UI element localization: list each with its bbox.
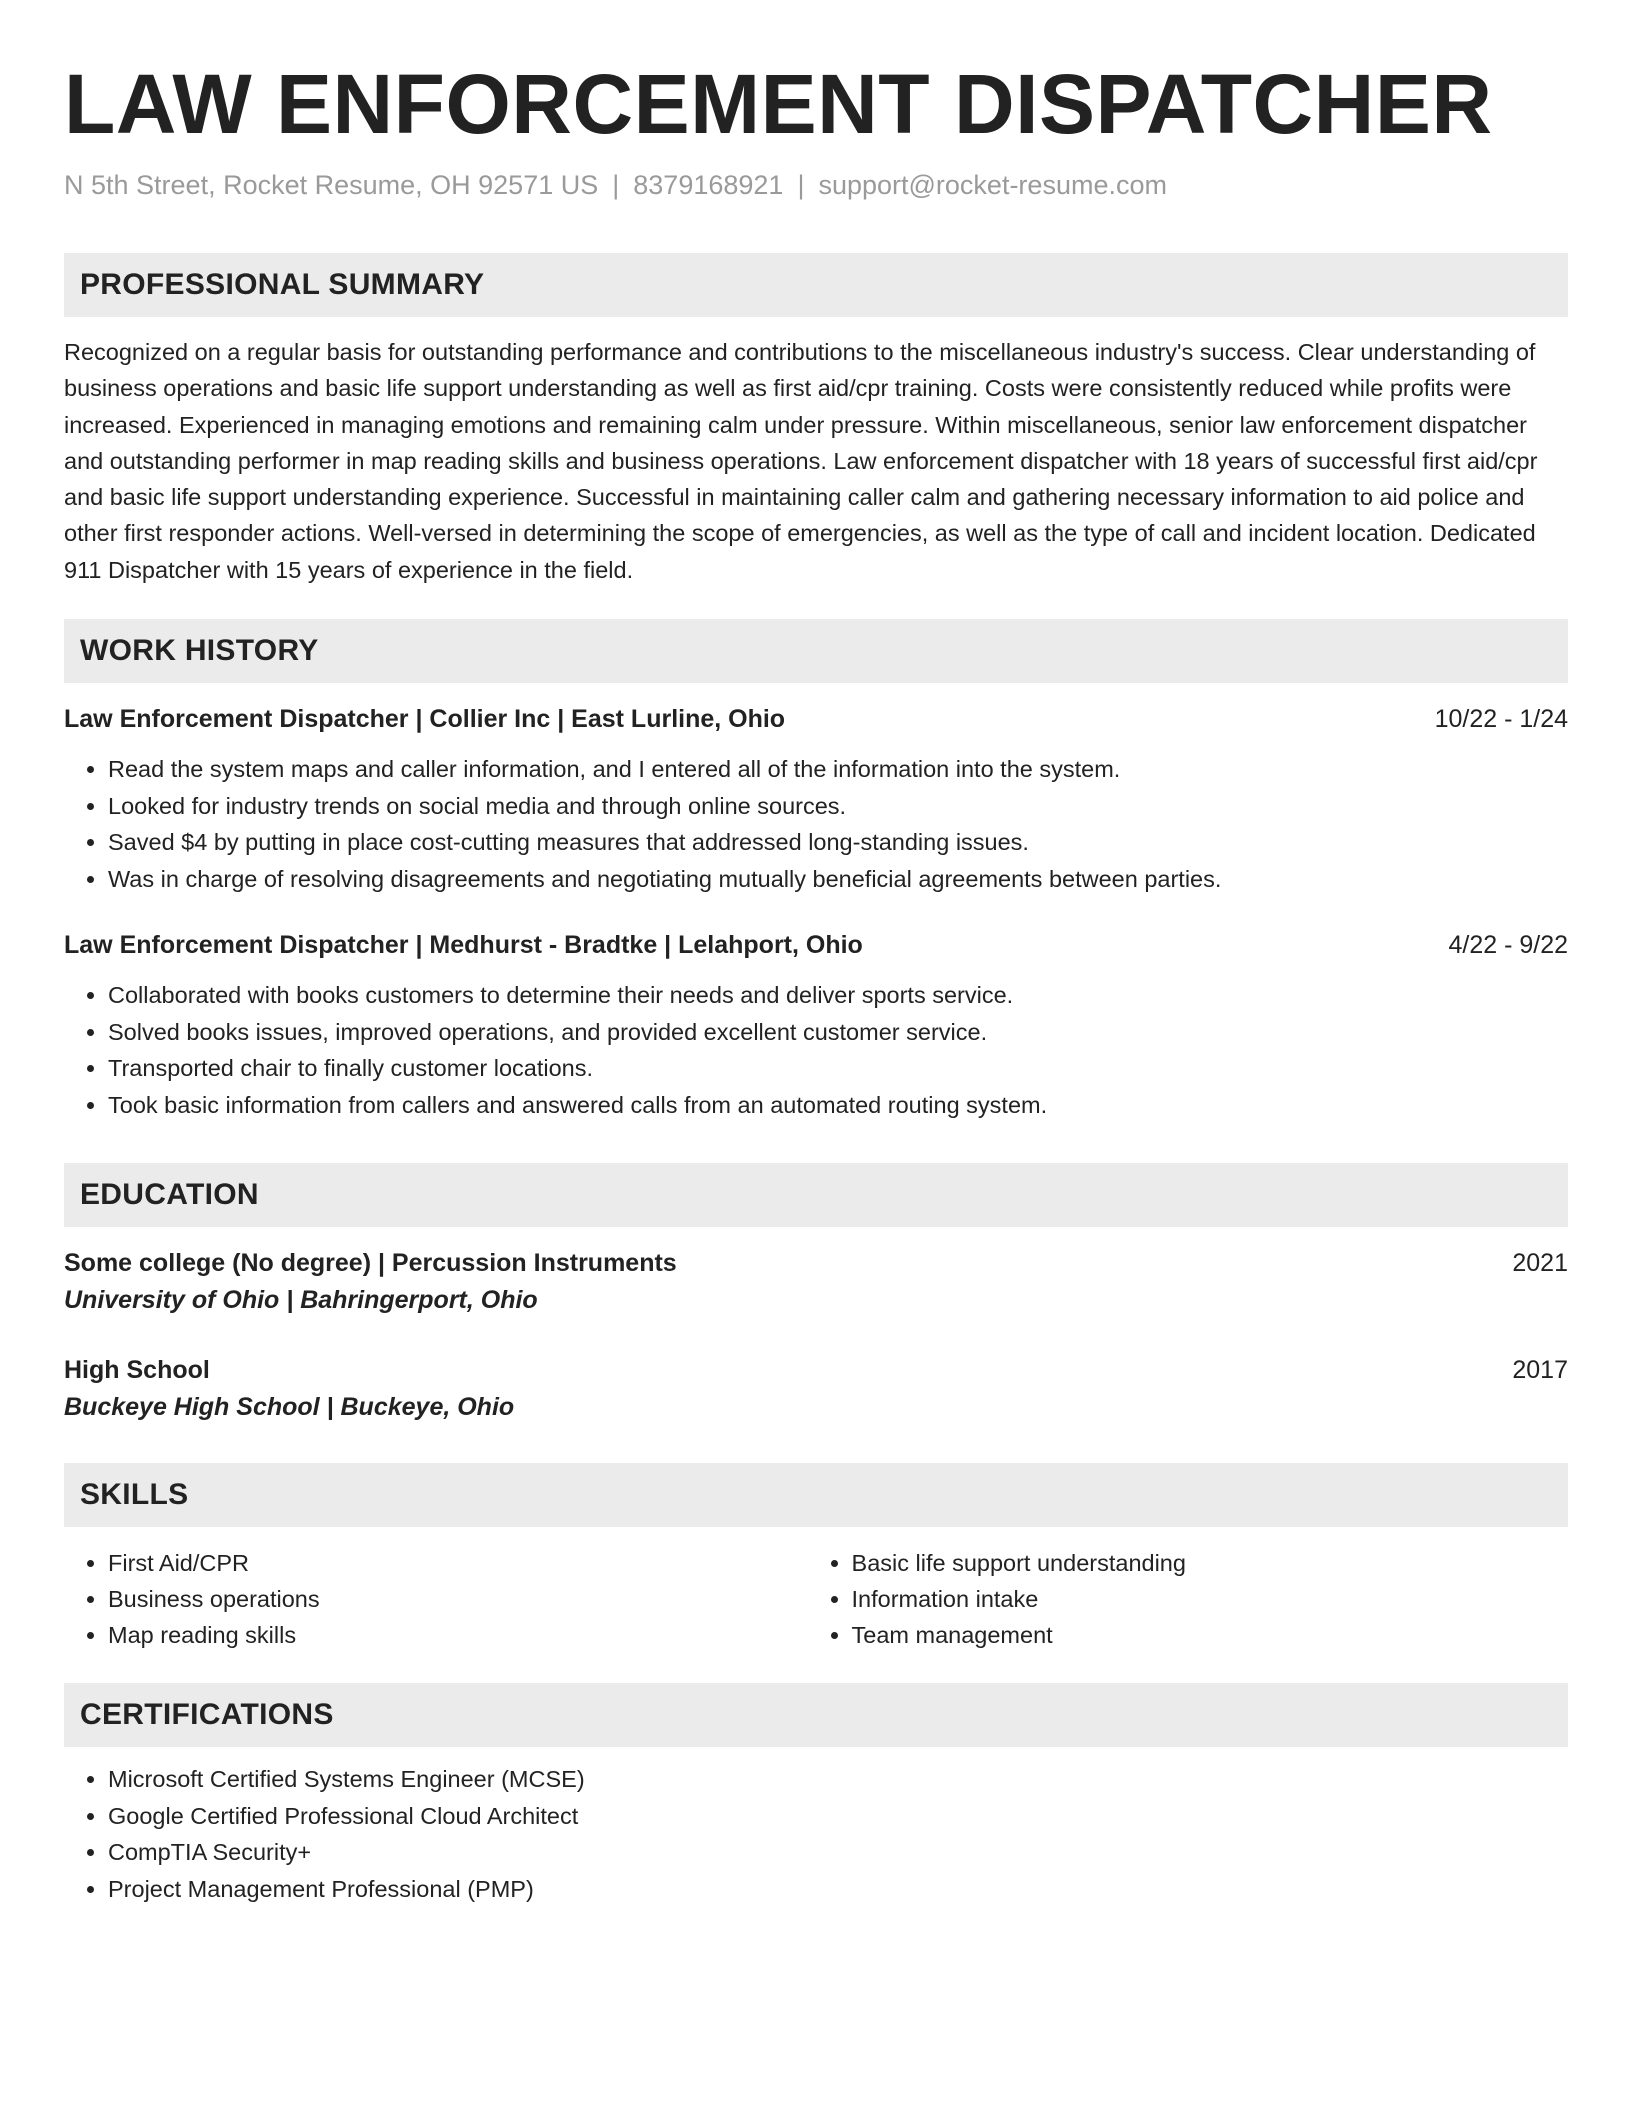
- skills-section: [64, 1463, 1568, 1653]
- job-title: Law Enforcement Dispatcher | Collier Inc | East Lurline, Ohio: [64, 705, 786, 733]
- contact-separator: |: [797, 170, 805, 200]
- section-heading-skills: SKILLS: [64, 1463, 1568, 1527]
- skills-column-left: [64, 1545, 808, 1653]
- education-header: [64, 1245, 1568, 1282]
- education-section: [64, 1163, 1568, 1426]
- contact-phone: 8379168921: [633, 170, 784, 200]
- job-bullets: [64, 977, 1568, 1123]
- job-bullet: • Transported chair to finally customer locations.: [108, 1050, 1568, 1087]
- certification-list: [64, 1761, 1568, 1907]
- job-bullet: • Took basic information from callers and answered calls from an automated routing system.: [108, 1087, 1568, 1124]
- skill-item: • First Aid/CPR: [108, 1545, 808, 1581]
- education-degree: High School: [64, 1356, 210, 1384]
- job-header: [64, 701, 1568, 737]
- skill-item: • Basic life support understanding: [852, 1545, 1568, 1581]
- summary-text: Recognized on a regular basis for outstanding performance and contributions to the miscellaneous industry's success. Clear understanding of business operations and basic life support understanding as well as first aid/cpr training. Costs were consistently reduced while profits were increased. Experienced in managing emotions and remaining calm under pressure. Within miscellaneous, senior law enforcement dispatcher and outstanding performer in map reading skills and business operations. Law enforcement dispatcher with 18 years of successful first aid/cpr and basic life support understanding experience. Successful in maintaining caller calm and gathering necessary information to aid police and other first responder actions. Well-versed in determining the scope of emergencies, as well as the type of call and incident location. Dedicated 911 Dispatcher with 15 years of experience in the field.: [64, 339, 1538, 583]
- education-entry: [64, 1245, 1568, 1319]
- certification-item: • Google Certified Professional Cloud Architect: [108, 1798, 1568, 1835]
- job-bullet: • Saved $4 by putting in place cost-cutting measures that addressed long-standing issues.: [108, 824, 1568, 861]
- certifications-section: [64, 1683, 1568, 1907]
- skills-column-right: [808, 1545, 1568, 1653]
- contact-line: [64, 168, 1568, 202]
- education-year: 2017: [1512, 1356, 1568, 1384]
- job-bullets: [64, 751, 1568, 897]
- job-bullet: • Collaborated with books customers to determine their needs and deliver sports service.: [108, 977, 1568, 1014]
- job-entry: [64, 701, 1568, 897]
- job-entry: [64, 927, 1568, 1123]
- work-history-section: [64, 619, 1568, 1123]
- education-school: University of Ohio | Bahringerport, Ohio: [64, 1286, 538, 1314]
- skill-item: • Business operations: [108, 1581, 808, 1617]
- skill-item: • Map reading skills: [108, 1617, 808, 1653]
- section-heading-education: EDUCATION: [64, 1163, 1568, 1227]
- resume-page: [64, 0, 1568, 1902]
- education-header: [64, 1352, 1568, 1389]
- section-heading-work: WORK HISTORY: [64, 619, 1568, 683]
- section-heading-summary: PROFESSIONAL SUMMARY: [64, 253, 1568, 317]
- job-bullet: • Was in charge of resolving disagreements and negotiating mutually beneficial agreements between parties.: [108, 861, 1568, 898]
- contact-separator: |: [612, 170, 620, 200]
- skills-grid: [64, 1545, 1568, 1653]
- job-header: [64, 927, 1568, 963]
- education-school: Buckeye High School | Buckeye, Ohio: [64, 1393, 515, 1421]
- skill-item: • Information intake: [852, 1581, 1568, 1617]
- skill-item: • Team management: [852, 1617, 1568, 1653]
- certification-item: • Microsoft Certified Systems Engineer (MCSE): [108, 1761, 1568, 1798]
- summary-section: [64, 253, 1568, 588]
- job-dates: 4/22 - 9/22: [1448, 931, 1568, 959]
- candidate-name: LAW ENFORCEMENT DISPATCHER: [64, 57, 1493, 151]
- certification-item: • CompTIA Security+: [108, 1834, 1568, 1871]
- contact-email: support@rocket-resume.com: [818, 170, 1167, 200]
- contact-address: N 5th Street, Rocket Resume, OH 92571 US: [64, 170, 599, 200]
- education-entry: [64, 1352, 1568, 1426]
- education-year: 2021: [1512, 1249, 1568, 1277]
- job-title: Law Enforcement Dispatcher | Medhurst - Bradtke | Lelahport, Ohio: [64, 931, 863, 959]
- job-bullet: • Looked for industry trends on social media and through online sources.: [108, 788, 1568, 825]
- job-dates: 10/22 - 1/24: [1434, 705, 1568, 733]
- job-bullet: • Read the system maps and caller information, and I entered all of the information into the system.: [108, 751, 1568, 788]
- job-bullet: • Solved books issues, improved operations, and provided excellent customer service.: [108, 1014, 1568, 1051]
- education-degree: Some college (No degree) | Percussion Instruments: [64, 1249, 677, 1277]
- certification-item: • Project Management Professional (PMP): [108, 1871, 1568, 1908]
- section-heading-certifications: CERTIFICATIONS: [64, 1683, 1568, 1747]
